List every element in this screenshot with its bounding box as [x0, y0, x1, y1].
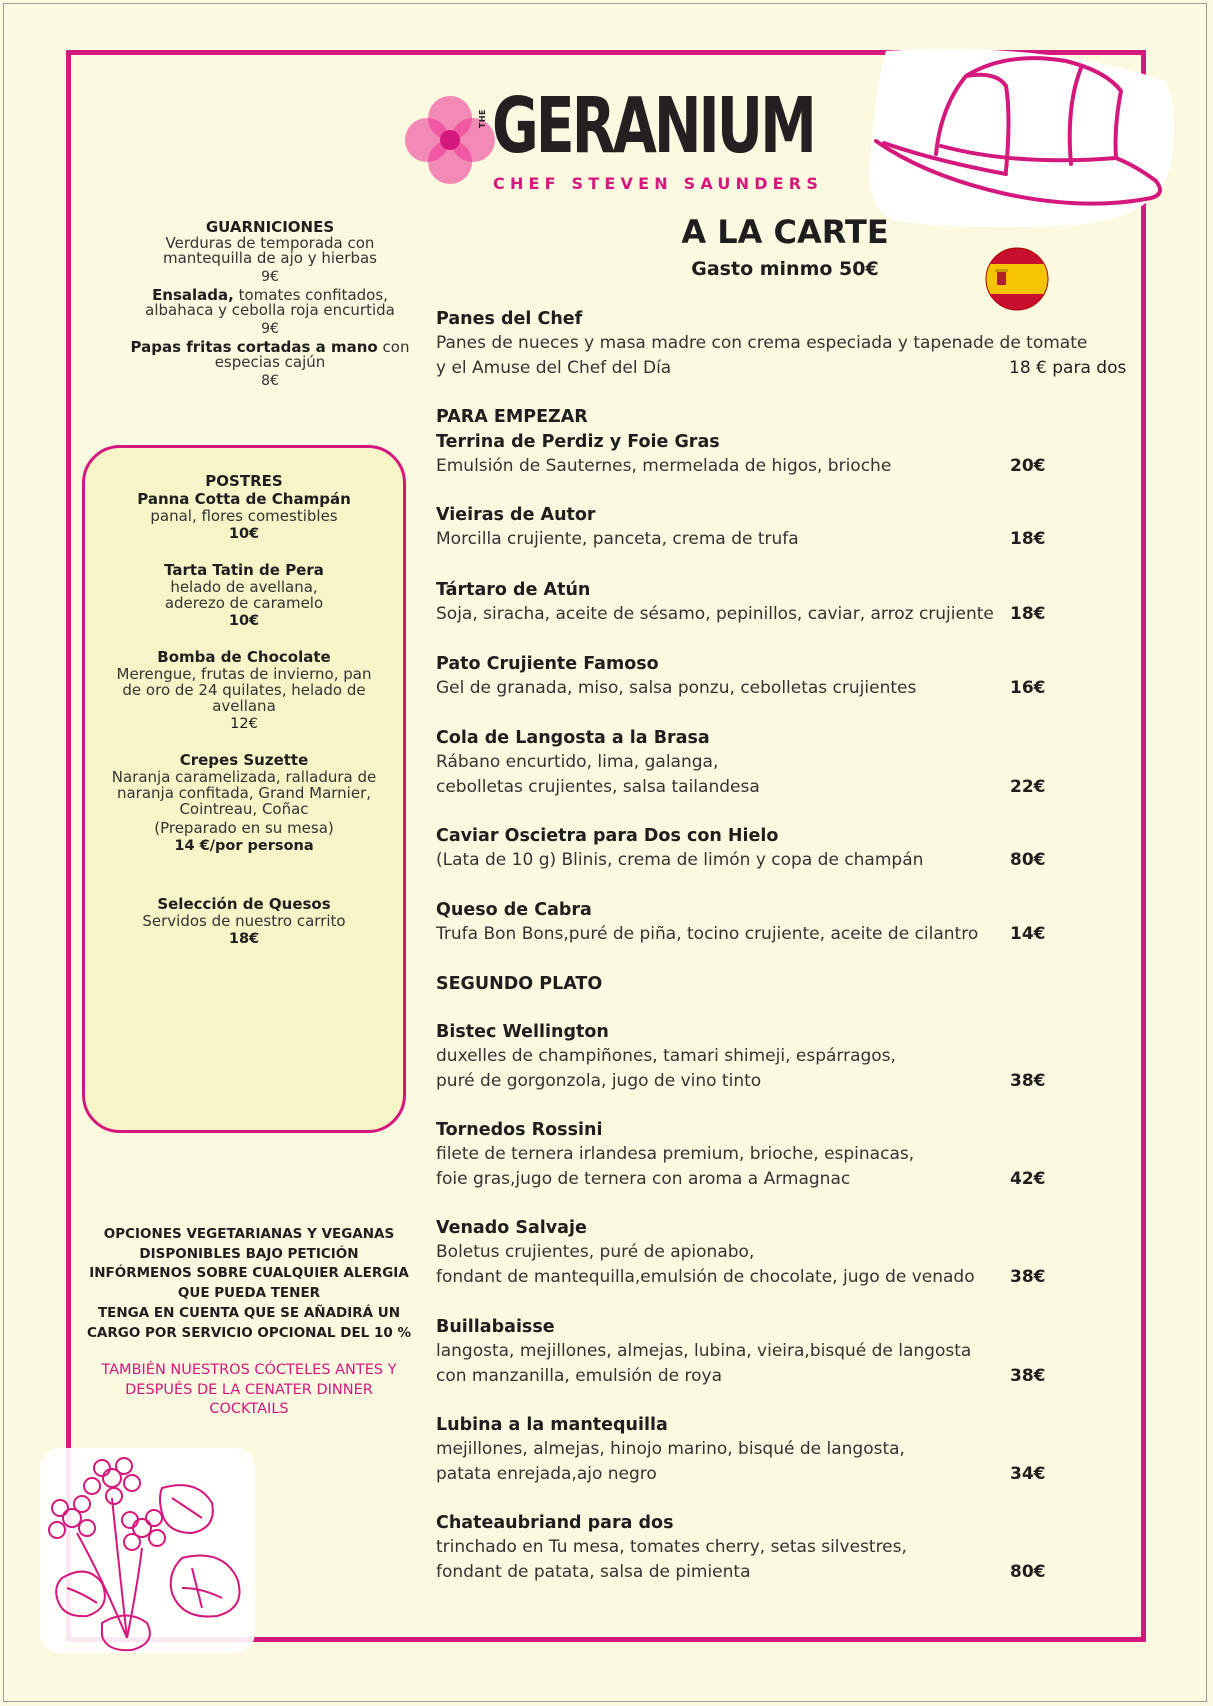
logo-the: THE: [478, 109, 487, 129]
guarniciones-section: [90, 218, 450, 392]
item-price: 38€: [1010, 1365, 1046, 1386]
page-title: A LA CARTE: [681, 213, 889, 251]
item-desc: especias cajún: [214, 353, 326, 371]
item-price: 80€: [1010, 850, 1046, 870]
note-line: OPCIONES VEGETARIANAS Y VEGANAS: [103, 1226, 395, 1242]
segundo-plato-section: [436, 972, 1126, 996]
item-name: Tornedos Rossini: [436, 1120, 603, 1140]
menu-item: [436, 430, 1126, 479]
postre-item: [84, 751, 404, 857]
guarnicion-item: [90, 236, 450, 288]
para-empezar-section: [436, 405, 1126, 429]
item-desc: helado de avellana,: [170, 578, 318, 596]
item-name: Queso de Cabra: [436, 900, 592, 920]
menu-item: [436, 726, 1126, 799]
item-price: 18€: [228, 931, 260, 947]
item-name: Crepes Suzette: [179, 751, 309, 769]
item-desc: albahaca y cebolla roja encurtida: [145, 301, 395, 319]
item-desc: patata enrejada,ajo negro: [436, 1463, 657, 1484]
guarnicion-item: [90, 288, 450, 340]
postre-item: [84, 648, 404, 735]
postres-title: POSTRES: [205, 472, 283, 490]
postre-item: [84, 895, 404, 950]
cocktails-line: TAMBIÉN NUESTROS CÓCTELES ANTES Y: [101, 1362, 397, 1379]
item-desc: puré de gorgonzola, jugo de vino tinto: [436, 1070, 762, 1091]
item-desc: Panes de nueces y masa madre con crema especiada y tapenade de tomate: [436, 333, 1088, 353]
item-name: Selección de Quesos: [157, 895, 331, 913]
item-desc: Boletus crujientes, puré de apionabo,: [436, 1242, 755, 1262]
guarniciones-title: GUARNICIONES: [205, 218, 335, 236]
item-desc: Gel de granada, miso, salsa ponzu, cebolletas crujientes: [436, 678, 917, 698]
section-title: SEGUNDO PLATO: [436, 974, 603, 994]
cocktails-note: [84, 1361, 414, 1420]
logo-subtitle: CHEF STEVEN SAUNDERS: [493, 174, 824, 193]
cocktails-line: DESPUÉS DE LA CENATER DINNER: [125, 1381, 373, 1398]
item-desc: Rábano encurtido, lima, galanga,: [436, 752, 719, 772]
item-desc: Morcilla crujiente, panceta, crema de trufa: [436, 529, 799, 549]
item-desc: avellana: [212, 697, 276, 715]
item-name: Papas fritas cortadas a mano: [130, 338, 378, 356]
section-title: PARA EMPEZAR: [436, 407, 588, 427]
item-price: 14 €/por persona: [174, 838, 314, 854]
item-name: Vieiras de Autor: [436, 505, 596, 525]
item-price: 18€: [1010, 604, 1046, 624]
note-line: CARGO POR SERVICIO OPCIONAL DEL 10 %: [87, 1324, 411, 1341]
item-price: 18€: [1010, 529, 1046, 549]
panes-section: [436, 307, 1126, 380]
item-price: 9€: [261, 321, 279, 337]
item-name: Panes del Chef: [436, 309, 583, 329]
item-desc: mantequilla de ajo y hierbas: [163, 249, 377, 267]
item-desc: con manzanilla, emulsión de roya: [436, 1365, 723, 1386]
item-desc: duxelles de champiñones, tamari shimeji, espárragos,: [436, 1046, 896, 1066]
item-desc: naranja confitada, Grand Marnier,: [116, 784, 372, 802]
item-desc: trinchado en Tu mesa, tomates cherry, setas silvestres,: [436, 1537, 907, 1557]
guarnicion-item: [90, 340, 450, 392]
postre-item: [84, 561, 404, 632]
item-price: 10€: [228, 613, 260, 629]
menu-item: [436, 1315, 1126, 1388]
logo-name: GERANIUM: [492, 82, 814, 171]
item-price: 10€: [228, 526, 260, 542]
item-price: 12€: [230, 716, 258, 732]
item-name: Caviar Oscietra para Dos con Hielo: [436, 826, 779, 846]
item-desc: foie gras,jugo de ternera con aroma a Armagnac: [436, 1168, 851, 1189]
menu-item: [436, 1216, 1126, 1289]
menu-item: [436, 824, 1126, 873]
item-price: 14€: [1010, 924, 1046, 944]
item-desc: cebolletas crujientes, salsa tailandesa: [436, 776, 760, 797]
geranium-flowers-illustration: [32, 1438, 262, 1660]
item-desc: Servidos de nuestro carrito: [142, 912, 346, 930]
item-name: Lubina a la mantequilla: [436, 1415, 668, 1435]
item-desc: de oro de 24 quilates, helado de: [122, 681, 366, 699]
menu-item: [436, 1020, 1126, 1093]
item-name: Tártaro de Atún: [436, 580, 591, 600]
menu-item: [436, 1118, 1126, 1191]
item-desc: mejillones, almejas, hinojo marino, bisqué de langosta,: [436, 1439, 905, 1459]
item-name: Bomba de Chocolate: [157, 648, 331, 666]
geranium-logo-icon: [401, 94, 499, 186]
item-name: Buillabaisse: [436, 1317, 555, 1337]
item-price: 42€: [1010, 1168, 1046, 1189]
cocktails-line: COCKTAILS: [209, 1401, 289, 1418]
item-name: Terrina de Perdiz y Foie Gras: [436, 432, 720, 452]
spain-flag-icon: [985, 247, 1049, 311]
item-price: 34€: [1010, 1463, 1046, 1484]
item-desc: y el Amuse del Chef del Día: [436, 357, 672, 378]
item-price: 38€: [1010, 1266, 1046, 1287]
note-line: QUE PUEDA TENER: [177, 1285, 321, 1302]
item-name: Venado Salvaje: [436, 1218, 587, 1238]
item-desc: (Preparado en su mesa): [154, 819, 334, 837]
item-desc: filete de ternera irlandesa premium, brioche, espinacas,: [436, 1144, 915, 1164]
item-price: 80€: [1010, 1561, 1046, 1582]
hat-illustration: [866, 46, 1176, 236]
item-price: 38€: [1010, 1070, 1046, 1091]
item-name: Tarta Tatin de Pera: [164, 561, 324, 579]
item-desc: (Lata de 10 g) Blinis, crema de limón y copa de champán: [436, 850, 924, 870]
item-desc: Cointreau, Coñac: [179, 800, 309, 818]
item-name: Bistec Wellington: [436, 1022, 609, 1042]
item-name: Pato Crujiente Famoso: [436, 654, 659, 674]
menu-item: [436, 898, 1126, 947]
item-desc: Emulsión de Sauternes, mermelada de higos, brioche: [436, 456, 892, 476]
menu-item: [436, 578, 1126, 627]
minimum-spend: Gasto minmo 50€: [691, 258, 879, 280]
item-price: 18 € para dos: [1009, 357, 1127, 378]
item-desc: Verduras de temporada con: [165, 234, 375, 252]
item-name: Cola de Langosta a la Brasa: [436, 728, 710, 748]
menu-item: [436, 1413, 1126, 1486]
item-desc: Merengue, frutas de invierno, pan: [116, 665, 372, 683]
item-price: 22€: [1010, 776, 1046, 797]
item-price: 8€: [261, 373, 279, 389]
item-price: 9€: [261, 269, 279, 285]
item-desc: aderezo de caramelo: [164, 594, 324, 612]
item-desc: panal, flores comestibles: [150, 507, 338, 525]
menu-item: [436, 503, 1126, 552]
menu-item: [436, 1511, 1126, 1584]
item-price: 16€: [1010, 678, 1046, 698]
item-name: Ensalada,: [152, 286, 234, 304]
item-desc: Naranja caramelizada, ralladura de: [111, 768, 377, 786]
item-desc: con: [377, 338, 410, 356]
note-line: INFÓRMENOS SOBRE CUALQUIER ALERGIA: [89, 1265, 409, 1282]
postre-item: [84, 490, 404, 545]
item-price: 20€: [1010, 456, 1046, 476]
notes-section: [84, 1225, 414, 1420]
item-desc: Soja, siracha, aceite de sésamo, pepinillos, caviar, arroz crujiente: [436, 604, 994, 624]
item-desc: fondant de patata, salsa de pimienta: [436, 1561, 751, 1582]
postres-section: [84, 472, 404, 950]
item-name: Panna Cotta de Champán: [137, 490, 351, 508]
item-desc: tomates confitados,: [233, 286, 388, 304]
item-name: Chateaubriand para dos: [436, 1513, 674, 1533]
item-desc: Trufa Bon Bons,puré de piña, tocino crujiente, aceite de cilantro: [436, 924, 979, 944]
menu-item: [436, 652, 1126, 701]
note-line: TENGA EN CUENTA QUE SE AÑADIRÁ UN: [97, 1304, 401, 1321]
note-line: DISPONIBLES BAJO PETICIÓN: [139, 1245, 359, 1262]
item-desc: langosta, mejillones, almejas, lubina, vieira,bisqué de langosta: [436, 1341, 972, 1361]
item-desc: fondant de mantequilla,emulsión de chocolate, jugo de venado: [436, 1266, 975, 1287]
